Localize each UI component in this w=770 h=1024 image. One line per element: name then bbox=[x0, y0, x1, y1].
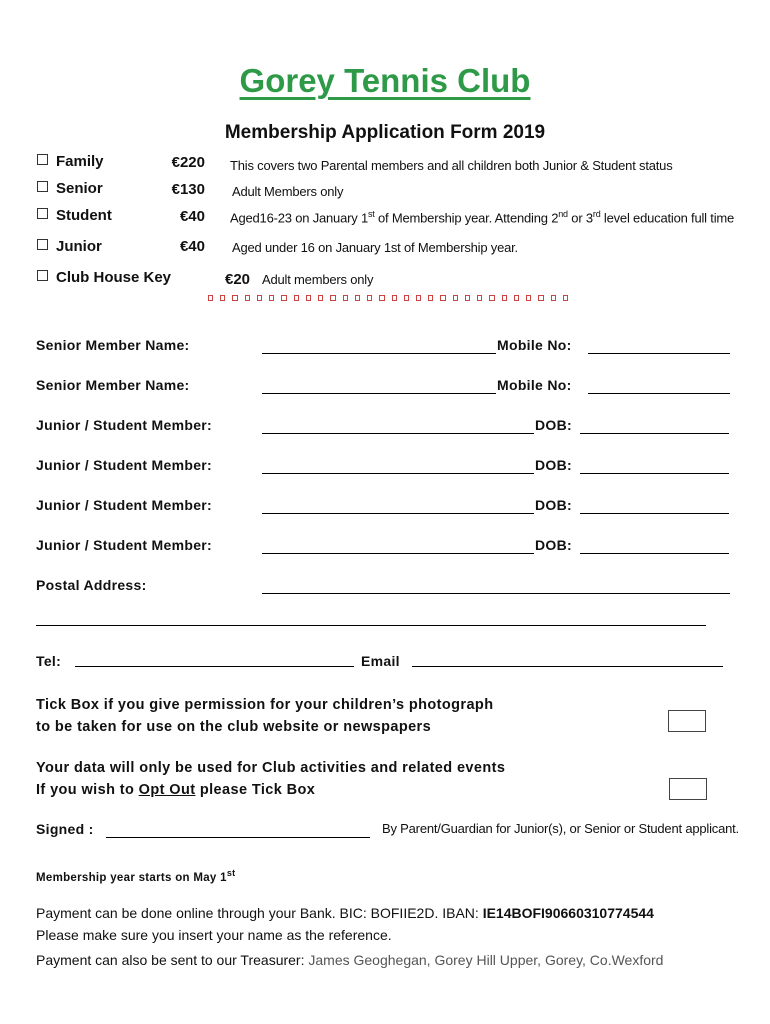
opt-out-checkbox[interactable] bbox=[669, 778, 707, 800]
mobile-label: Mobile No: bbox=[497, 337, 572, 353]
membership-year-note: Membership year starts on May 1st bbox=[36, 868, 236, 884]
dob-label: DOB: bbox=[535, 497, 572, 513]
option-senior[interactable]: Senior bbox=[37, 180, 103, 197]
signature-input[interactable] bbox=[106, 837, 370, 838]
junior-member-label: Junior / Student Member: bbox=[36, 457, 212, 473]
dob-input[interactable] bbox=[580, 513, 729, 514]
senior-member-label: Senior Member Name: bbox=[36, 377, 190, 393]
dob-input[interactable] bbox=[580, 473, 729, 474]
desc-senior: Adult Members only bbox=[232, 184, 344, 199]
email-label: Email bbox=[361, 653, 400, 669]
option-clubhouse-key[interactable]: Club House Key bbox=[37, 269, 171, 286]
tel-input[interactable] bbox=[75, 666, 354, 667]
photo-permission-checkbox[interactable] bbox=[668, 710, 706, 732]
desc-junior: Aged under 16 on January 1st of Membership year. bbox=[232, 240, 518, 255]
form-subtitle: Membership Application Form 2019 bbox=[224, 122, 546, 143]
checkbox-icon[interactable] bbox=[37, 270, 48, 281]
postal-address-label: Postal Address: bbox=[36, 577, 147, 593]
desc-family: This covers two Parental members and all children both Junior & Student status bbox=[230, 158, 673, 173]
price-family: €220 bbox=[171, 154, 205, 171]
senior-member-label: Senior Member Name: bbox=[36, 337, 190, 353]
option-student[interactable]: Student bbox=[37, 207, 112, 224]
payment-info: Payment can be done online through your Bank. BIC: BOFIIE2D. IBAN: IE14BOFI90660310774544 Please make sure you insert your name as the reference. Payment can also be sent to our Treasurer: James Geoghegan, Gorey Hill Upper, Gorey, Co.Wexford bbox=[36, 905, 664, 968]
decorative-dot-divider bbox=[208, 295, 568, 301]
desc-clubhouse-key: Adult members only bbox=[262, 272, 374, 287]
tel-label: Tel: bbox=[36, 653, 62, 669]
junior-member-input[interactable] bbox=[262, 433, 534, 434]
option-family[interactable]: Family bbox=[37, 153, 104, 170]
email-input[interactable] bbox=[412, 666, 723, 667]
mobile-input[interactable] bbox=[588, 353, 730, 354]
mobile-input[interactable] bbox=[588, 393, 730, 394]
checkbox-icon[interactable] bbox=[37, 208, 48, 219]
signed-label: Signed : bbox=[36, 821, 94, 837]
postal-address-input[interactable] bbox=[262, 593, 730, 594]
junior-member-input[interactable] bbox=[262, 553, 534, 554]
checkbox-icon[interactable] bbox=[37, 239, 48, 250]
option-junior[interactable]: Junior bbox=[37, 238, 102, 255]
desc-student: Aged16-23 on January 1st of Membership year. Attending 2nd or 3rd level education full time bbox=[230, 209, 735, 226]
price-clubhouse-key: €20 bbox=[225, 271, 251, 288]
opt-out-text: Your data will only be used for Club activities and related events If you wish to Opt Out please Tick Box bbox=[36, 760, 506, 798]
senior-member-input[interactable] bbox=[262, 393, 496, 394]
junior-member-input[interactable] bbox=[262, 473, 534, 474]
senior-member-input[interactable] bbox=[262, 353, 496, 354]
junior-member-input[interactable] bbox=[262, 513, 534, 514]
dob-input[interactable] bbox=[580, 553, 729, 554]
mobile-label: Mobile No: bbox=[497, 377, 572, 393]
dob-input[interactable] bbox=[580, 433, 729, 434]
price-student: €40 bbox=[179, 208, 205, 225]
price-junior: €40 bbox=[179, 238, 205, 255]
page-title: Gorey Tennis Club bbox=[239, 62, 531, 99]
junior-member-label: Junior / Student Member: bbox=[36, 537, 212, 553]
checkbox-icon[interactable] bbox=[37, 181, 48, 192]
dob-label: DOB: bbox=[535, 417, 572, 433]
postal-address-input-2[interactable] bbox=[36, 625, 706, 626]
dob-label: DOB: bbox=[535, 537, 572, 553]
junior-member-label: Junior / Student Member: bbox=[36, 497, 212, 513]
dob-label: DOB: bbox=[535, 457, 572, 473]
signature-note: By Parent/Guardian for Junior(s), or Senior or Student applicant. bbox=[382, 821, 739, 836]
checkbox-icon[interactable] bbox=[37, 154, 48, 165]
price-senior: €130 bbox=[171, 181, 205, 198]
junior-member-label: Junior / Student Member: bbox=[36, 417, 212, 433]
photo-permission-text: Tick Box if you give permission for your children’s photograph to be taken for use on the club website or newspapers bbox=[36, 697, 494, 735]
